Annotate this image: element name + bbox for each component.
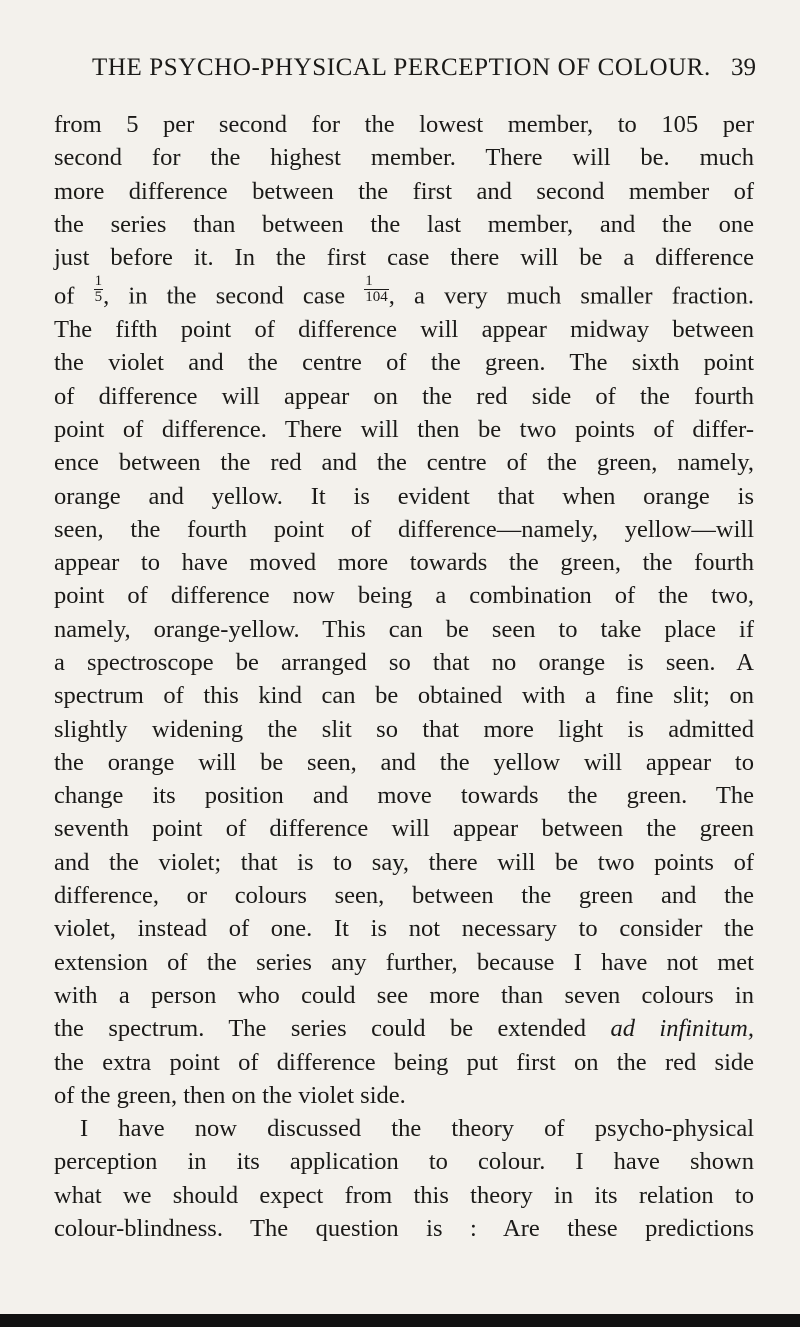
text-line: spectrum of this kind can be obtained with a fine slit; on [54,682,754,710]
text-line: what we should expect from this theory in its relation to [54,1181,754,1209]
paragraph-end-line: of the green, then on the violet side. [54,1081,406,1109]
fraction-numerator: 1 [94,273,103,290]
text-line: the series than between the last member, and the one [54,210,754,238]
fraction-denominator: 5 [94,289,103,306]
page-number: 39 [731,54,756,81]
text-line: change its position and move towards the green. The [54,782,754,810]
text-line: second for the highest member. There will be. much [54,144,754,172]
text-line: colour-blindness. The question is : Are these predictions [54,1215,754,1243]
text-line: just before it. In the first case there will be a difference [54,244,754,272]
text-line: from 5 per second for the lowest member, to 105 per [54,111,754,138]
fraction-one-hundred-fourth [364,274,389,305]
text-line: the violet and the centre of the green. The sixth point [54,349,754,377]
text-line: the extra point of difference being put first on the red side [54,1048,754,1076]
text-line-italic [54,1012,754,1045]
body-text [54,108,754,1245]
text-fragment: , in the second case [103,282,346,310]
text-line: perception in its application to colour. I have shown [54,1148,754,1176]
text-fragment: the spectrum. The series could be extended [54,1015,586,1043]
text-line: difference, or colours seen, between the green and the [54,882,754,910]
text-line: a spectroscope be arranged so that no orange is seen. A [54,649,754,676]
text-line: of difference will appear on the red side of the fourth [54,382,754,410]
text-line: seventh point of difference will appear between the green [54,815,754,843]
fraction-numerator: 1 [364,274,389,290]
text-line: slightly widening the slit so that more light is admitted [54,715,754,743]
text-line: The fifth point of difference will appear midway between [54,316,754,344]
fraction-denominator: 104 [365,289,388,306]
scan-bottom-edge [0,1314,800,1327]
page-header [92,54,756,90]
running-head: THE PSYCHO-PHYSICAL PERCEPTION OF COLOUR. [92,54,711,81]
text-line: with a person who could see more than seven colours in [54,981,754,1009]
text-line: violet, instead of one. It is not necessary to consider the [54,915,754,943]
text-line: more difference between the first and second member of [54,177,754,205]
text-line: the orange will be seen, and the yellow will appear to [54,748,754,776]
text-line-fractions [54,274,754,313]
text-line: and the violet; that is to say, there will be two points of [54,848,754,876]
text-line: orange and yellow. It is evident that when orange is [54,482,754,510]
text-fragment: , a very much smaller fraction. [388,282,754,310]
text-line: extension of the series any further, because I have not met [54,948,754,976]
text-line: ence between the red and the centre of the green, namely, [54,449,754,477]
fraction-one-fifth [94,274,104,305]
text-line: point of difference. There will then be two points of differ- [54,415,754,443]
italic-phrase: ad infinitum, [610,1015,754,1043]
text-line: point of difference now being a combination of the two, [54,582,754,610]
text-line: appear to have moved more towards the green, the fourth [54,549,754,577]
text-line: seen, the fourth point of difference—namely, yellow—will [54,515,754,543]
paragraph-start-line: I have now discussed the theory of psycho-physical [80,1115,754,1143]
text-fragment: of [54,282,75,310]
text-line: namely, orange-yellow. This can be seen to take place if [54,615,754,643]
